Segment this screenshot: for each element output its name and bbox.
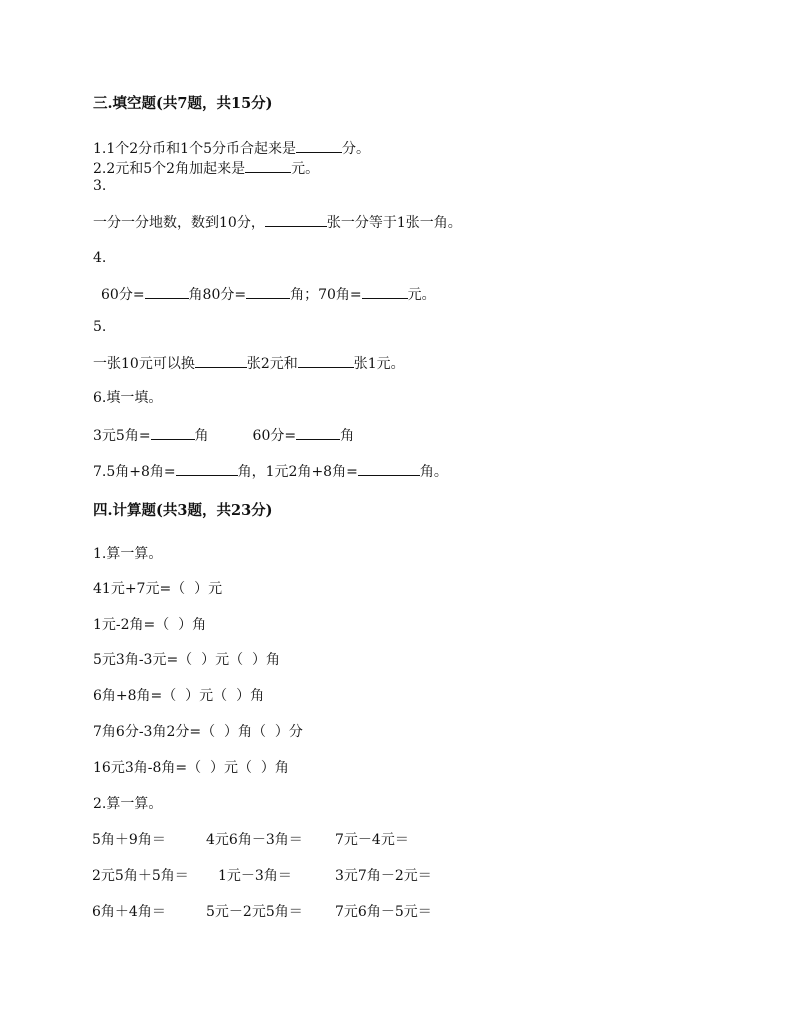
calc-grid-cell: 4元6角－3角＝ xyxy=(206,832,303,848)
question-4-1-title: 1.算一算。 xyxy=(93,546,163,562)
q7-part-3: 角。 xyxy=(419,464,448,480)
section-4-heading: 四.计算题(共3题，共23分) xyxy=(93,502,273,519)
question-3-1 xyxy=(93,138,370,158)
calc-item: 41元+7元=（ ）元 xyxy=(93,581,223,597)
q6-a-text: 3元5角= xyxy=(93,428,151,444)
q7-part-2: 角，1元2角+8角= xyxy=(237,464,358,480)
question-3-6-title: 6.填一填。 xyxy=(93,390,163,406)
q1-answer-blank xyxy=(296,138,342,153)
q3-answer-blank xyxy=(265,212,327,227)
q2-text-end: 元。 xyxy=(291,161,320,177)
q4-part-1: 60分= xyxy=(101,287,145,303)
q6-b-unit: 角 xyxy=(340,428,355,444)
q6-a-blank xyxy=(151,425,195,440)
q5-blank-2 xyxy=(298,353,354,368)
question-3-4-number: 4. xyxy=(93,250,107,266)
q3-text-end: 张一分等于1张一角。 xyxy=(326,215,462,231)
calc-grid-cell: 5角＋9角＝ xyxy=(92,832,166,848)
q4-blank-2 xyxy=(246,284,290,299)
q5-blank-1 xyxy=(195,353,247,368)
calc-item: 1元-2角=（ ）角 xyxy=(93,617,207,633)
question-3-6-row xyxy=(93,425,354,445)
q7-blank-2 xyxy=(358,461,420,476)
question-3-7 xyxy=(93,461,448,481)
question-4-2-title: 2.算一算。 xyxy=(93,796,163,812)
question-3-5 xyxy=(93,353,405,373)
section-3-heading: 三.填空题(共7题，共15分) xyxy=(93,95,273,112)
calc-grid-cell: 7元－4元＝ xyxy=(335,832,409,848)
q6-b-blank xyxy=(296,425,340,440)
q4-blank-3 xyxy=(362,284,408,299)
q4-part-2: 角80分= xyxy=(188,287,247,303)
calc-grid-cell: 2元5角＋5角＝ xyxy=(92,868,189,884)
q5-part-1: 一张10元可以换 xyxy=(93,356,195,372)
q5-part-2: 张2元和 xyxy=(246,356,298,372)
question-3-5-number: 5. xyxy=(93,319,107,335)
calc-item: 6角+8角=（ ）元（ ）角 xyxy=(93,688,265,704)
q4-blank-1 xyxy=(145,284,189,299)
q1-text-end: 分。 xyxy=(342,141,370,157)
question-3-2 xyxy=(93,158,319,178)
q7-blank-1 xyxy=(176,461,238,476)
calc-item: 7角6分-3角2分=（ ）角（ ）分 xyxy=(93,724,303,740)
calc-grid-cell: 1元－3角＝ xyxy=(218,868,292,884)
q6-a-unit: 角 xyxy=(194,428,209,444)
q2-text: 2.2元和5个2角加起来是 xyxy=(93,161,246,177)
calc-grid-cell: 6角＋4角＝ xyxy=(92,904,166,920)
question-3-4 xyxy=(101,284,436,304)
q2-answer-blank xyxy=(245,158,291,173)
q1-text: 1.1个2分币和1个5分币合起来是 xyxy=(93,141,296,157)
q3-text: 一分一分地数，数到10分， xyxy=(93,215,265,231)
q4-part-4: 元。 xyxy=(407,287,436,303)
q7-part-1: 7.5角+8角= xyxy=(93,464,176,480)
calc-grid-cell: 3元7角－2元＝ xyxy=(335,868,432,884)
calc-item: 5元3角-3元=（ ）元（ ）角 xyxy=(93,652,280,668)
q5-part-3: 张1元。 xyxy=(353,356,405,372)
question-3-3-number: 3. xyxy=(93,178,107,194)
calc-grid-cell: 7元6角－5元＝ xyxy=(335,904,432,920)
question-3-3 xyxy=(93,212,462,232)
q6-b-text: 60分= xyxy=(252,428,297,444)
calc-item: 16元3角-8角=（ ）元（ ）角 xyxy=(93,760,289,776)
calc-grid-cell: 5元－2元5角＝ xyxy=(206,904,303,920)
q4-part-3: 角；70角= xyxy=(290,287,362,303)
